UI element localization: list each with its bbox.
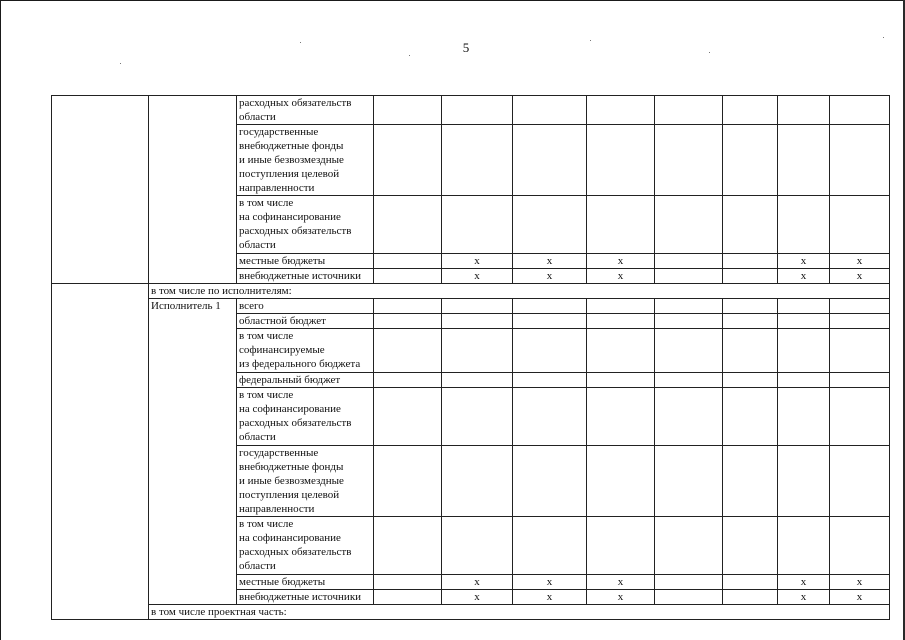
value-cell: x (442, 254, 513, 269)
section-header-project-part: в том числе проектная часть: (149, 605, 890, 620)
value-cell: x (513, 254, 587, 269)
value-cell (723, 269, 778, 284)
value-cell (655, 314, 723, 329)
value-cell (655, 125, 723, 196)
value-cell: x (442, 269, 513, 284)
value-cell (830, 125, 890, 196)
value-cell (723, 329, 778, 373)
value-cell: x (442, 590, 513, 605)
value-cell (587, 373, 655, 388)
value-cell (723, 388, 778, 446)
value-cell (513, 388, 587, 446)
value-cell (587, 196, 655, 254)
value-cell (513, 517, 587, 575)
value-cell (374, 269, 442, 284)
value-cell (513, 299, 587, 314)
scan-speck (590, 40, 591, 41)
row-label: в том числе на софинансирование расходных обязательств области (237, 196, 374, 254)
value-cell: x (513, 575, 587, 590)
value-cell (513, 314, 587, 329)
value-cell (374, 590, 442, 605)
value-cell (778, 196, 830, 254)
value-cell (830, 329, 890, 373)
value-cell (778, 299, 830, 314)
value-cell: x (587, 254, 655, 269)
value-cell (513, 196, 587, 254)
value-cell: x (778, 590, 830, 605)
value-cell: x (587, 575, 655, 590)
value-cell (778, 314, 830, 329)
row-label: внебюджетные источники (237, 590, 374, 605)
table-row (52, 299, 890, 314)
value-cell (587, 96, 655, 125)
value-cell (723, 196, 778, 254)
value-cell (723, 446, 778, 517)
value-cell (374, 196, 442, 254)
value-cell (442, 517, 513, 575)
value-cell (778, 329, 830, 373)
left-margin-cell (52, 284, 149, 620)
value-cell (830, 299, 890, 314)
value-cell (723, 373, 778, 388)
value-cell (830, 446, 890, 517)
value-cell (655, 373, 723, 388)
value-cell (723, 254, 778, 269)
value-cell (830, 388, 890, 446)
value-cell: x (587, 269, 655, 284)
value-cell (723, 299, 778, 314)
executor-cell (149, 96, 237, 284)
row-label: в том числе софинансируемые из федерального бюджета (237, 329, 374, 373)
value-cell (374, 314, 442, 329)
value-cell (655, 446, 723, 517)
value-cell (442, 388, 513, 446)
value-cell (655, 575, 723, 590)
row-label: местные бюджеты (237, 254, 374, 269)
value-cell (723, 125, 778, 196)
value-cell (374, 373, 442, 388)
value-cell (513, 329, 587, 373)
value-cell (442, 314, 513, 329)
row-label: областной бюджет (237, 314, 374, 329)
scan-edge-top (0, 0, 905, 1)
value-cell (723, 590, 778, 605)
row-label: государственные внебюджетные фонды и иные безвозмездные поступления целевой направленности (237, 125, 374, 196)
executor-name: Исполнитель 1 (149, 299, 237, 605)
row-label: внебюджетные источники (237, 269, 374, 284)
section-row (52, 284, 890, 299)
value-cell (374, 517, 442, 575)
value-cell (513, 373, 587, 388)
row-label: в том числе на софинансирование расходных обязательств области (237, 517, 374, 575)
value-cell: x (830, 269, 890, 284)
value-cell (723, 314, 778, 329)
value-cell: x (830, 575, 890, 590)
value-cell: x (513, 269, 587, 284)
value-cell (374, 329, 442, 373)
scan-speck (409, 55, 410, 56)
scan-speck (120, 63, 121, 64)
value-cell (442, 299, 513, 314)
row-label: федеральный бюджет (237, 373, 374, 388)
value-cell: x (830, 254, 890, 269)
value-cell (374, 254, 442, 269)
value-cell (587, 388, 655, 446)
value-cell: x (513, 590, 587, 605)
row-label: всего (237, 299, 374, 314)
value-cell (374, 96, 442, 125)
value-cell: x (587, 590, 655, 605)
value-cell: x (778, 254, 830, 269)
value-cell (655, 517, 723, 575)
scan-edge-left (0, 0, 1, 640)
scan-speck (883, 37, 884, 38)
value-cell (655, 96, 723, 125)
value-cell (442, 329, 513, 373)
left-margin-cell (52, 96, 149, 284)
value-cell (442, 125, 513, 196)
value-cell (442, 373, 513, 388)
value-cell: x (442, 575, 513, 590)
value-cell (587, 125, 655, 196)
value-cell (830, 96, 890, 125)
value-cell (587, 329, 655, 373)
value-cell (374, 575, 442, 590)
value-cell (587, 299, 655, 314)
value-cell (587, 517, 655, 575)
value-cell (442, 196, 513, 254)
value-cell (655, 254, 723, 269)
value-cell (778, 388, 830, 446)
scan-speck (300, 42, 301, 43)
value-cell (442, 96, 513, 125)
value-cell (723, 96, 778, 125)
value-cell (587, 314, 655, 329)
table-row (52, 96, 890, 125)
value-cell (655, 388, 723, 446)
section-row (52, 605, 890, 620)
scan-speck (709, 52, 710, 53)
value-cell (830, 517, 890, 575)
budget-table (51, 95, 890, 620)
value-cell: x (778, 575, 830, 590)
value-cell (374, 125, 442, 196)
section-header-executors: в том числе по исполнителям: (149, 284, 890, 299)
value-cell (778, 96, 830, 125)
row-label: в том числе на софинансирование расходных обязательств области (237, 388, 374, 446)
value-cell (778, 517, 830, 575)
row-label: расходных обязательств области (237, 96, 374, 125)
value-cell (655, 590, 723, 605)
value-cell (778, 125, 830, 196)
value-cell (655, 299, 723, 314)
value-cell (374, 299, 442, 314)
value-cell: x (778, 269, 830, 284)
value-cell (513, 446, 587, 517)
value-cell (374, 388, 442, 446)
page-number: 5 (462, 40, 470, 55)
value-cell (830, 373, 890, 388)
value-cell (655, 329, 723, 373)
value-cell (723, 517, 778, 575)
value-cell (513, 96, 587, 125)
value-cell (587, 446, 655, 517)
value-cell (655, 196, 723, 254)
value-cell (830, 196, 890, 254)
value-cell (374, 446, 442, 517)
row-label: государственные внебюджетные фонды и иные безвозмездные поступления целевой направленности (237, 446, 374, 517)
value-cell (723, 575, 778, 590)
value-cell (778, 446, 830, 517)
value-cell (778, 373, 830, 388)
value-cell: x (830, 590, 890, 605)
value-cell (513, 125, 587, 196)
value-cell (830, 314, 890, 329)
row-label: местные бюджеты (237, 575, 374, 590)
value-cell (655, 269, 723, 284)
value-cell (442, 446, 513, 517)
